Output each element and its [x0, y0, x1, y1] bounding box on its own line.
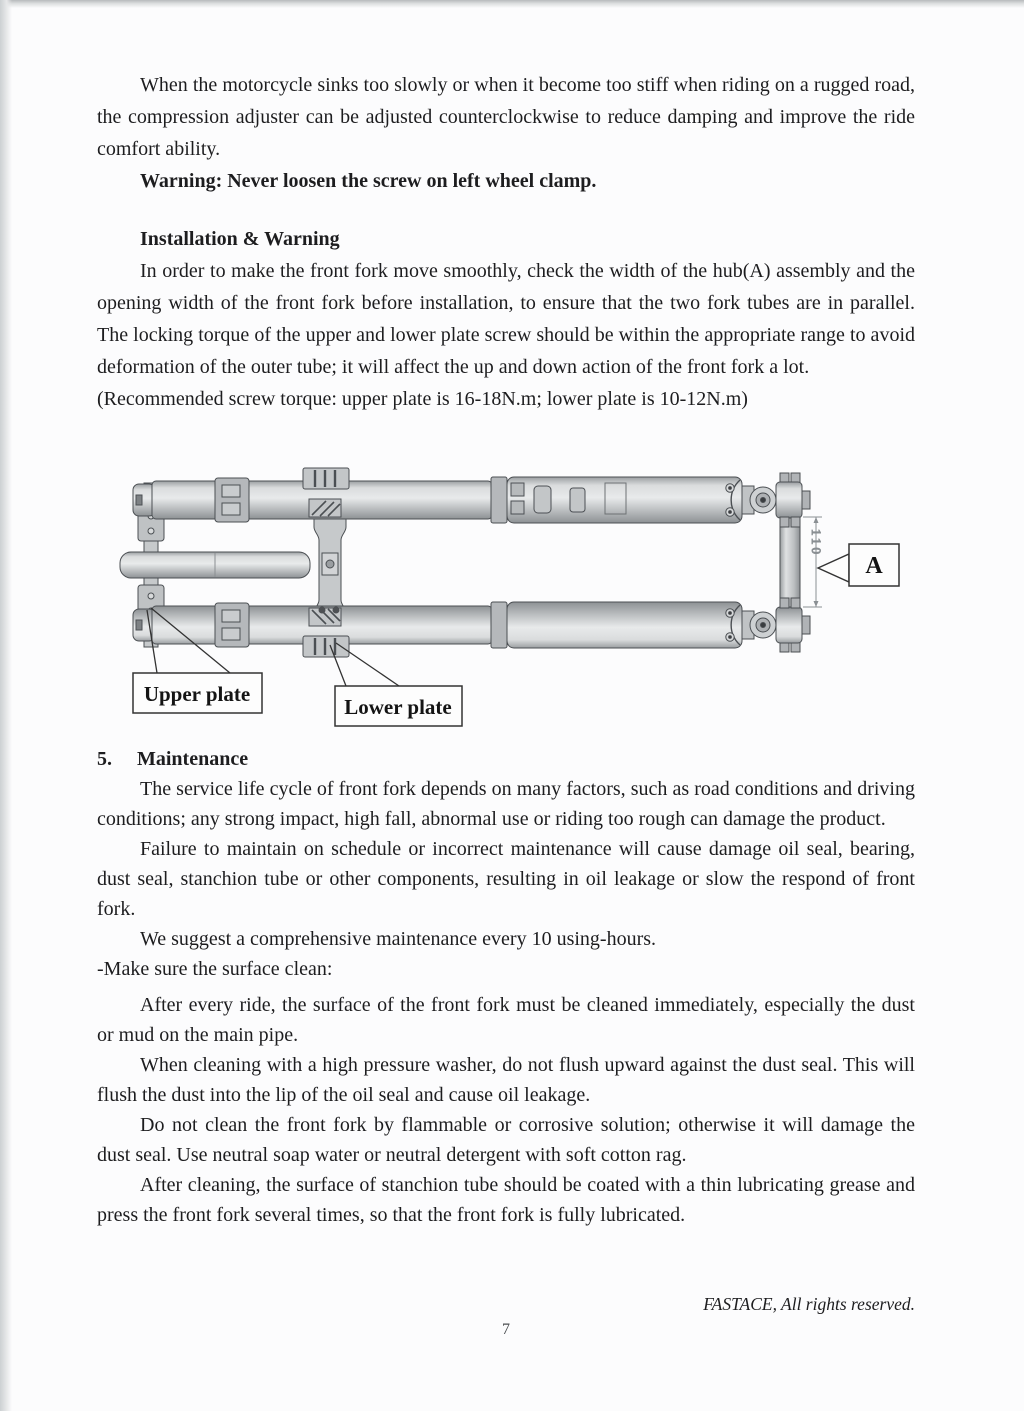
steering-stem: [120, 552, 310, 578]
fork-tube-top: [133, 468, 810, 527]
maintenance-paragraph: Do not clean the front fork by flammable or corrosive solution; otherwise it will damage the dust seal. Use neutral soap water or neutral detergent with soft cotton rag.: [97, 1114, 915, 1166]
intro-section: [97, 69, 915, 415]
lower-plate-label: Lower plate: [344, 695, 452, 719]
torque-note: (Recommended screw torque: upper plate is 16-18N.m; lower plate is 10-12N.m): [97, 388, 748, 410]
installation-paragraph: In order to make the front fork move smoothly, check the width of the hub(A) assembly and the opening width of the front fork before installation, to ensure that the two fork tubes are in parallel. The locking torque of the upper and lower plate screw should be within the appropriate range to avoid deformation of the outer tube; it will affect the up and down action of the front fork a lot.: [97, 260, 915, 378]
dimension-value: 110: [809, 529, 824, 558]
front-fork-figure: [100, 455, 930, 745]
warning-note: Warning: Never loosen the screw on left wheel clamp.: [140, 170, 597, 192]
scan-edge-top: [0, 0, 1024, 8]
maintenance-section: [97, 744, 915, 1230]
front-fork-diagram: [100, 455, 930, 745]
compression-adjuster-paragraph: When the motorcycle sinks too slowly or when it become too stiff when riding on a rugged road, the compression adjuster can be adjusted counterclockwise to reduce damping and improve the ride comfort ability.: [97, 74, 915, 160]
maintenance-paragraph: The service life cycle of front fork depends on many factors, such as road conditions and driving conditions; any strong impact, high fall, abnormal use or riding too rough can damage the product.: [97, 778, 915, 830]
section-number: 5.: [97, 748, 112, 770]
section-title: Maintenance: [137, 748, 249, 770]
upper-plate-label: Upper plate: [143, 682, 251, 706]
page-number: 7: [502, 1321, 510, 1338]
maintenance-heading: [97, 744, 915, 774]
maintenance-paragraph: -Make sure the surface clean:: [97, 958, 333, 980]
maintenance-paragraph: We suggest a comprehensive maintenance every 10 using-hours.: [140, 928, 657, 950]
fork-tube-bottom: [133, 598, 810, 657]
maintenance-paragraph: When cleaning with a high pressure washer, do not flush upward against the dust seal. This will flush the dust into the lip of the oil seal and cause oil leakage.: [97, 1054, 915, 1106]
installation-heading: Installation & Warning: [140, 228, 340, 250]
lower-plate-callout: [335, 686, 462, 726]
maintenance-paragraph: After cleaning, the surface of stanchion tube should be coated with a thin lubricating grease and press the front fork several times, so that the front fork is fully lubricated.: [97, 1174, 915, 1226]
copyright-note: FASTACE, All rights reserved.: [703, 1294, 915, 1314]
dimension-110: [803, 517, 824, 607]
callout-a: [818, 544, 899, 586]
maintenance-paragraph: After every ride, the surface of the front fork must be cleaned immediately, especially the dust or mud on the main pipe.: [97, 994, 915, 1046]
callout-a-label: A: [865, 553, 883, 579]
scan-edge-left: [0, 0, 12, 1411]
upper-plate-callout: [133, 673, 262, 713]
maintenance-paragraph: Failure to maintain on schedule or incorrect maintenance will cause damage oil seal, bearing, dust seal, stanchion tube or other components, resulting in oil leakage or slow the respond of front fork.: [97, 838, 915, 920]
